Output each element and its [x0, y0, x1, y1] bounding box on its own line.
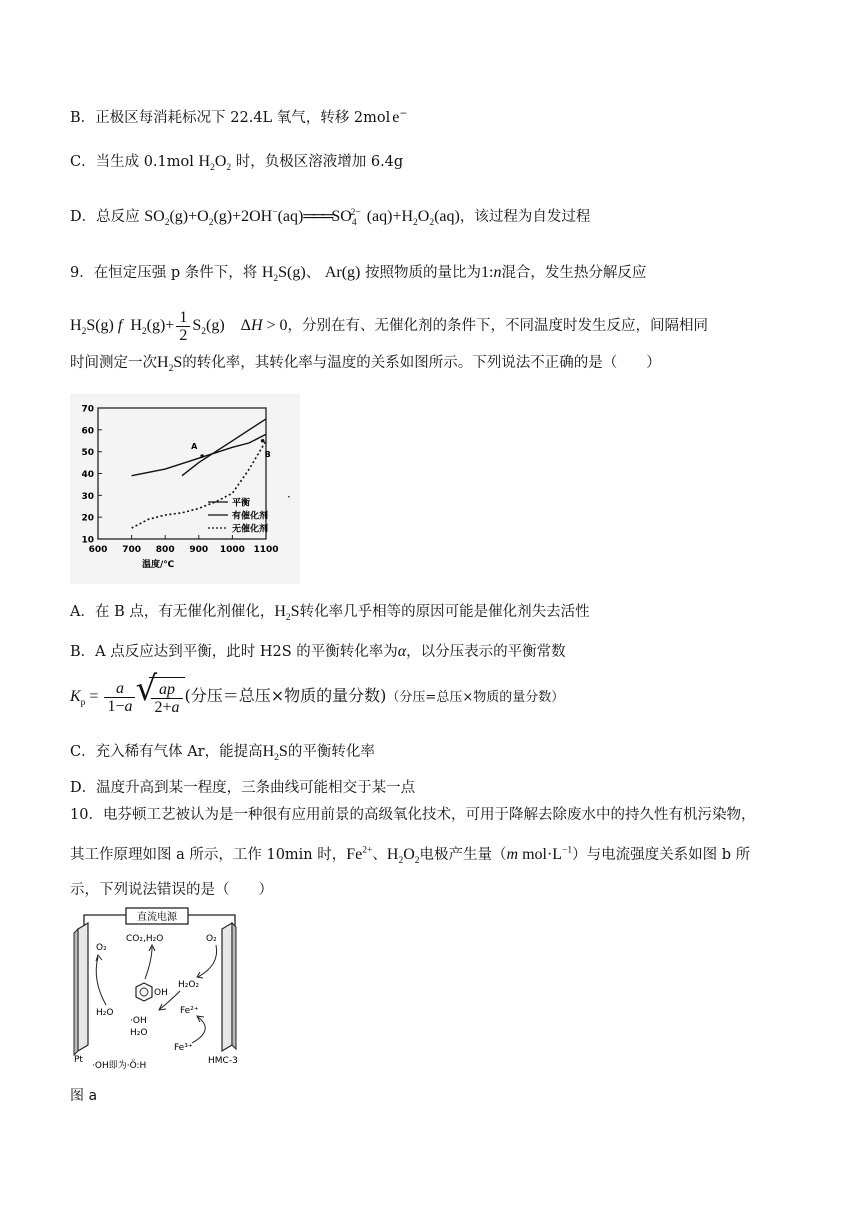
q9-text-1: 9．在恒定压强 p 条件下，将 — [70, 265, 258, 281]
q9-text-2: ，分别在有、无催化剂的条件下，不同温度时发生反应，间隔相同 — [287, 318, 709, 335]
option-b-q9 — [70, 642, 566, 662]
formula-h2s-a: $H_2S$ — [274, 603, 300, 624]
conversion-vs-temperature-chart — [70, 394, 300, 584]
formula-fe2: $Fe^{2+}$ — [346, 845, 373, 863]
q9-text-3a: 时间测定一次 — [70, 355, 157, 371]
point-B — [261, 439, 265, 443]
q9-option-c-text: C．充入稀有气体 Ar，能提高 — [70, 744, 263, 760]
legend-label-2: 无催化剂 — [232, 524, 269, 535]
arrow-phenol-to-products — [145, 947, 152, 979]
x-tick-label: 900 — [189, 545, 209, 555]
q10-text-3: 示，下列说法错误的是（ ） — [70, 882, 273, 898]
arrow-fe3-to-fe2 — [192, 1017, 205, 1043]
y-tick-label: 50 — [81, 448, 94, 459]
formula-h2s: $H_2S$ — [157, 354, 183, 375]
hmc3-electrode-side — [232, 923, 236, 1049]
option-c-suffix: 时，负极区溶液增加 6.4g — [235, 154, 404, 170]
option-c-q8 — [70, 152, 403, 172]
option-b-text: B．正极区每消耗标况下 22.4L 氧气，转移 2mol — [70, 110, 391, 126]
option-c-q9 — [70, 742, 375, 762]
kp-condition: (分压＝总压×物质的量分数) — [184, 686, 387, 705]
fe2-label: Fe²⁺ — [180, 1006, 199, 1016]
option-d-suffix: ，该过程为自发过程 — [459, 209, 591, 225]
question-9-line1: 9．在恒定压强 p 条件下，将 $H_2S(g)$、 Ar(g) 按照物质的量比为1:n混合，发生热分解反应 — [70, 264, 647, 285]
arrow-o2-to-h2o2 — [198, 945, 217, 977]
phenol-icon — [136, 983, 152, 1001]
formula-h2o2-q10: $H_2O_2$ — [386, 846, 420, 867]
y-tick-label: 10 — [81, 535, 94, 546]
o2-left-label: O₂ — [96, 943, 107, 953]
kp-note: （分压=总压×物质的量分数） — [386, 690, 565, 705]
hmc3-electrode — [222, 923, 232, 1051]
y-tick-label: 40 — [81, 470, 94, 480]
formula-h2o2: $H_2O_2$ — [198, 153, 232, 174]
q10-text-2d: ）与电流强度关系如图 b 所 — [572, 847, 751, 863]
q9-option-c-text2: 的平衡转化率 — [287, 744, 375, 760]
option-d-q9 — [70, 778, 415, 798]
q9-option-a-text: A．在 B 点，有无催化剂催化， — [70, 604, 275, 620]
o2-right-label: O₂ — [206, 934, 217, 944]
q10-text-2c: 电极产生量（ — [419, 847, 507, 863]
kp-formula: $K_p$ = $\frac{a}{1-a}$ √ $\frac{ap}{2+a}$ — [70, 688, 185, 705]
arrow-h2o-to-o2 — [96, 957, 106, 1005]
q10-text-2a: 其工作原理如图 a 所示，工作 10min 时， — [70, 847, 347, 863]
option-a-q9 — [70, 602, 590, 622]
question-10-line1 — [70, 805, 755, 825]
q9-option-a-text2: 转化率几乎相等的原因可能是催化剂失去活性 — [299, 604, 590, 620]
q10-text-1: 10．电芬顿工艺被认为是一种很有应用前景的高级氧化技术，可用于降解去除废水中的持久性有机污染物， — [70, 807, 756, 823]
figure-a-caption: 图 a — [70, 1088, 98, 1104]
legend-label-0: 平衡 — [232, 498, 251, 509]
q9-text-1b: 按照物质的量比为 — [364, 265, 481, 281]
option-d-text: D．总反应 — [70, 209, 140, 225]
question-9-line3 — [70, 353, 661, 373]
q10-sep: 、 — [372, 847, 387, 863]
option-d-q8 — [70, 207, 590, 227]
oh-radical-label: ·OH — [130, 1016, 147, 1026]
x-tick-label: 1100 — [253, 545, 279, 555]
stray-dot: · — [287, 490, 291, 504]
electron-symbol: e — [392, 109, 400, 126]
unit-m-mol-l: m $mol\cdot L^{-1}$ — [506, 845, 573, 863]
y-tick-label: 70 — [81, 404, 94, 415]
y-tick-label: 30 — [81, 491, 94, 502]
legend-label-1: 有催化剂 — [232, 511, 269, 522]
q9-option-b-text: B．A 点反应达到平衡，此时 H2S 的平衡转化率为 — [70, 644, 398, 660]
q9-option-d-text: D．温度升高到某一程度，三条曲线可能相交于某一点 — [70, 780, 416, 796]
ratio-1-n: 1:n — [480, 264, 502, 281]
question-10-line3 — [70, 880, 273, 900]
h2o-mid-label: H₂O — [130, 1028, 148, 1038]
x-tick-label: 800 — [155, 545, 175, 555]
formula-h2s-c: $H_2S$ — [262, 743, 288, 764]
question-9-line2 — [70, 309, 708, 344]
h2o2-label: H₂O₂ — [178, 980, 200, 990]
q9-option-b-text2: ，以分压表示的平衡常数 — [406, 644, 566, 660]
phenol-oh-label: OH — [154, 988, 168, 998]
point-A — [200, 454, 204, 458]
option-c-text: C．当生成 0.1mol — [70, 154, 194, 170]
x-tick-label: 700 — [122, 545, 141, 555]
fe3-label: Fe³⁺ — [174, 1043, 193, 1053]
y-tick-label: 20 — [81, 513, 94, 524]
power-supply-label: 直流电源 — [137, 912, 177, 923]
formula-h2s-g: $H_2S(g)$ — [261, 264, 306, 285]
x-axis-label: 温度/℃ — [142, 560, 175, 570]
pt-electrode — [78, 923, 88, 1051]
x-tick-label: 600 — [88, 545, 108, 555]
electron-charge: − — [399, 108, 408, 120]
y-tick-label: 60 — [81, 426, 94, 437]
hmc3-label: HMC-3 — [208, 1056, 238, 1066]
x-tick-label: 1000 — [219, 545, 245, 555]
point-label-B: B — [264, 449, 271, 459]
products-label: CO₂,H₂O — [126, 934, 164, 944]
question-10-line2 — [70, 845, 750, 865]
pt-electrode-side — [74, 929, 78, 1055]
overall-reaction-formula: $SO_2(g)+O_2(g)+2OH^-(aq)═══SO_4^{2-}$ $(aq)+H_2O_2(aq)$ — [144, 207, 460, 229]
point-label-A: A — [191, 442, 198, 452]
h2o-left-label: H₂O — [96, 1008, 114, 1018]
figure-a-electro-fenton-diagram — [70, 905, 250, 1075]
q9-text-3b: 的转化率，其转化率与温度的关系如图所示。下列说法不正确的是（ ） — [182, 355, 661, 371]
alpha-symbol: α — [397, 643, 407, 660]
decomposition-equation: $H_2S(g)$ f $H_2(g)+$ $\frac{1}{2}$ $S_2(g)$ ΔH > 0 — [70, 309, 288, 344]
phenol-ring-circle — [140, 988, 148, 996]
oh-note-label: ·OH即为·Ö:H — [92, 1061, 147, 1071]
pt-label: Pt — [74, 1055, 83, 1065]
option-b-q8 — [70, 108, 407, 128]
formula-ar-g: Ar(g) — [324, 264, 361, 281]
kp-expression-line — [70, 676, 564, 718]
q9-text-1c: 混合，发生热分解反应 — [501, 265, 647, 281]
